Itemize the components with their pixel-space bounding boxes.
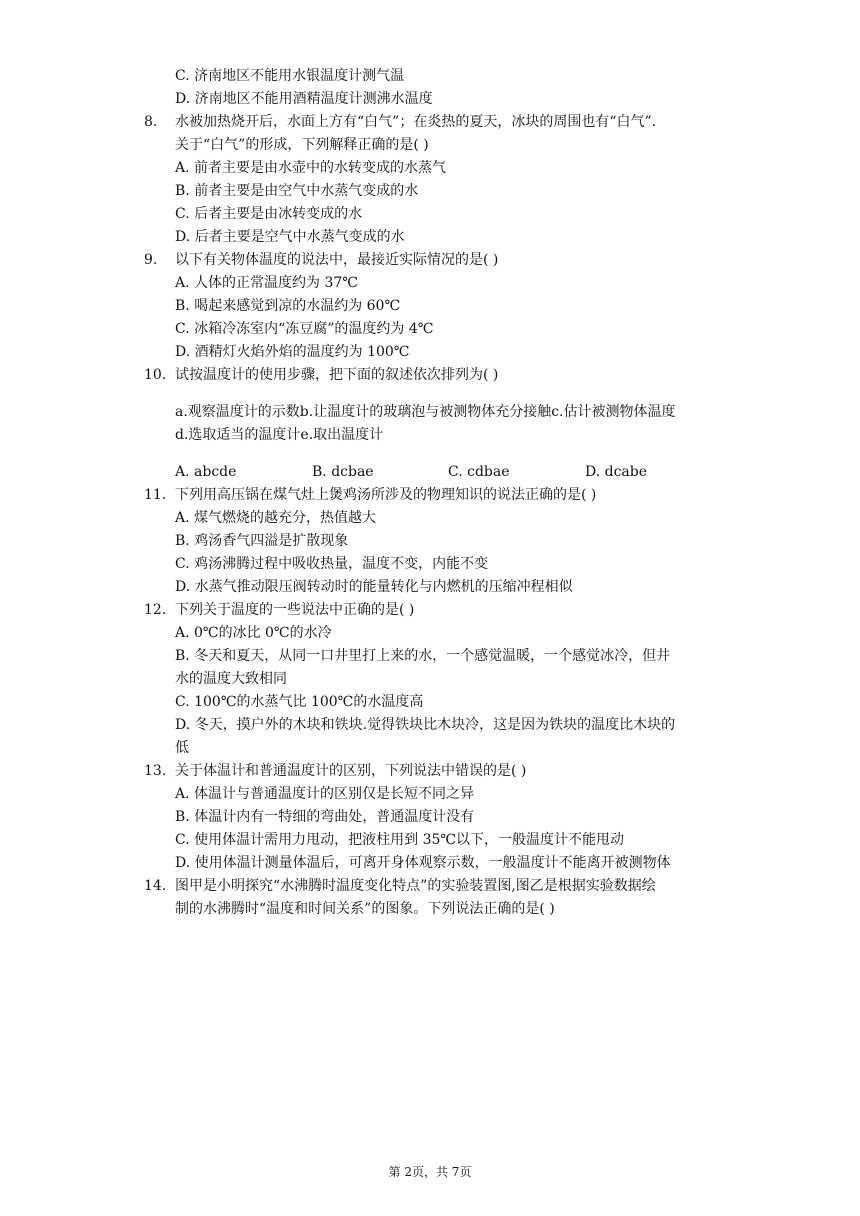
question-13-option-d: D. 使用体温计测量体温后，可离开身体观察示数，一般温度计不能离开被测物体 <box>175 855 671 871</box>
question-13-option-c: C. 使用体温计需用力甩动，把液柱用到 35℃以下，一般温度计不能甩动 <box>175 832 625 848</box>
question-10-option-c: C. cdbae <box>448 464 510 480</box>
question-13-text: 关于体温计和普通温度计的区别，下列说法中错误的是( ) <box>175 763 527 779</box>
question-10-option-d: D. dcabe <box>585 464 648 480</box>
question-10-steps-line1: a.观察温度计的示数b.让温度计的玻璃泡与被测物体充分接触c.估计被测物体温度 <box>175 404 676 420</box>
question-9-option-d: D. 酒精灯火焰外焰的温度约为 100℃ <box>175 344 410 360</box>
question-10-option-a: A. abcde <box>175 464 237 480</box>
question-13-number: 13. <box>144 763 167 779</box>
question-9-text: 以下有关物体温度的说法中，最接近实际情况的是( ) <box>175 252 499 268</box>
question-8-text-line1: 水被加热烧开后，水面上方有“白气”；在炎热的夏天，冰块的周围也有“白气”． <box>175 114 666 130</box>
question-8-option-c: C. 后者主要是由冰转变成的水 <box>175 206 363 222</box>
question-12-number: 12. <box>144 602 167 618</box>
question-11-option-c: C. 鸡汤沸腾过程中吸收热量，温度不变，内能不变 <box>175 556 489 572</box>
question-13-option-a: A. 体温计与普通温度计的区别仅是长短不同之异 <box>175 786 475 802</box>
question-10-text: 试按温度计的使用步骤，把下面的叙述依次排列为( ) <box>175 367 499 383</box>
question-9-option-b: B. 喝起来感觉到凉的水温约为 60℃ <box>175 298 401 314</box>
question-10-options <box>175 462 735 482</box>
question-12-option-b-line1: B. 冬天和夏天，从同一口井里打上来的水，一个感觉温暖，一个感觉冰冷，但井 <box>175 648 671 664</box>
prev-option-d: D. 济南地区不能用酒精温度计测沸水温度 <box>175 91 433 107</box>
question-12-option-a: A. 0℃的冰比 0℃的水冷 <box>175 625 332 641</box>
question-10-option-b: B. dcbae <box>312 464 374 480</box>
question-12-option-d-line1: D. 冬天，摸户外的木块和铁块.觉得铁块比木块冷，这是因为铁块的温度比木块的 <box>175 717 676 733</box>
question-9-number: 9. <box>144 252 158 268</box>
question-9-option-a: A. 人体的正常温度约为 37℃ <box>175 275 358 291</box>
question-10-steps-line2: d.选取适当的温度计e.取出温度计 <box>175 427 384 443</box>
question-8-option-b: B. 前者主要是由空气中水蒸气变成的水 <box>175 183 419 199</box>
question-11-number: 11. <box>144 487 167 503</box>
question-11-text: 下列用高压锅在煤气灶上煲鸡汤所涉及的物理知识的说法正确的是( ) <box>175 487 597 503</box>
question-10-number: 10. <box>144 367 167 383</box>
question-12-option-b-line2: 水的温度大致相同 <box>175 671 287 687</box>
question-11-option-d: D. 水蒸气推动限压阀转动时的能量转化与内燃机的压缩冲程相似 <box>175 579 573 595</box>
question-11-option-b: B. 鸡汤香气四溢是扩散现象 <box>175 533 349 549</box>
question-14-number: 14. <box>144 878 167 894</box>
question-8-option-d: D. 后者主要是空气中水蒸气变成的水 <box>175 229 405 245</box>
prev-option-c: C. 济南地区不能用水银温度计测气温 <box>175 68 405 84</box>
question-13-option-b: B. 体温计内有一特细的弯曲处，普通温度计没有 <box>175 809 475 825</box>
question-8-number: 8. <box>144 114 158 130</box>
question-9-option-c: C. 冰箱冷冻室内“冻豆腐”的温度约为 4℃ <box>175 321 434 337</box>
question-14-text-line2: 制的水沸腾时“温度和时间关系”的图象。下列说法正确的是( ) <box>175 901 555 917</box>
question-12-option-d-line2: 低 <box>175 740 189 756</box>
question-12-text: 下列关于温度的一些说法中正确的是( ) <box>175 602 415 618</box>
question-8-text-line2: 关于“白气”的形成，下列解释正确的是( ) <box>175 137 429 153</box>
question-8-option-a: A. 前者主要是由水壶中的水转变成的水蒸气 <box>175 160 447 176</box>
page-footer: 第 2页，共 7页 <box>388 1165 472 1179</box>
question-14-text-line1: 图甲是小明探究“水沸腾时温度变化特点”的实验装置图,图乙是根据实验数据绘 <box>175 878 656 894</box>
question-12-option-c: C. 100℃的水蒸气比 100℃的水温度高 <box>175 694 424 710</box>
question-11-option-a: A. 煤气燃烧的越充分，热值越大 <box>175 510 377 526</box>
